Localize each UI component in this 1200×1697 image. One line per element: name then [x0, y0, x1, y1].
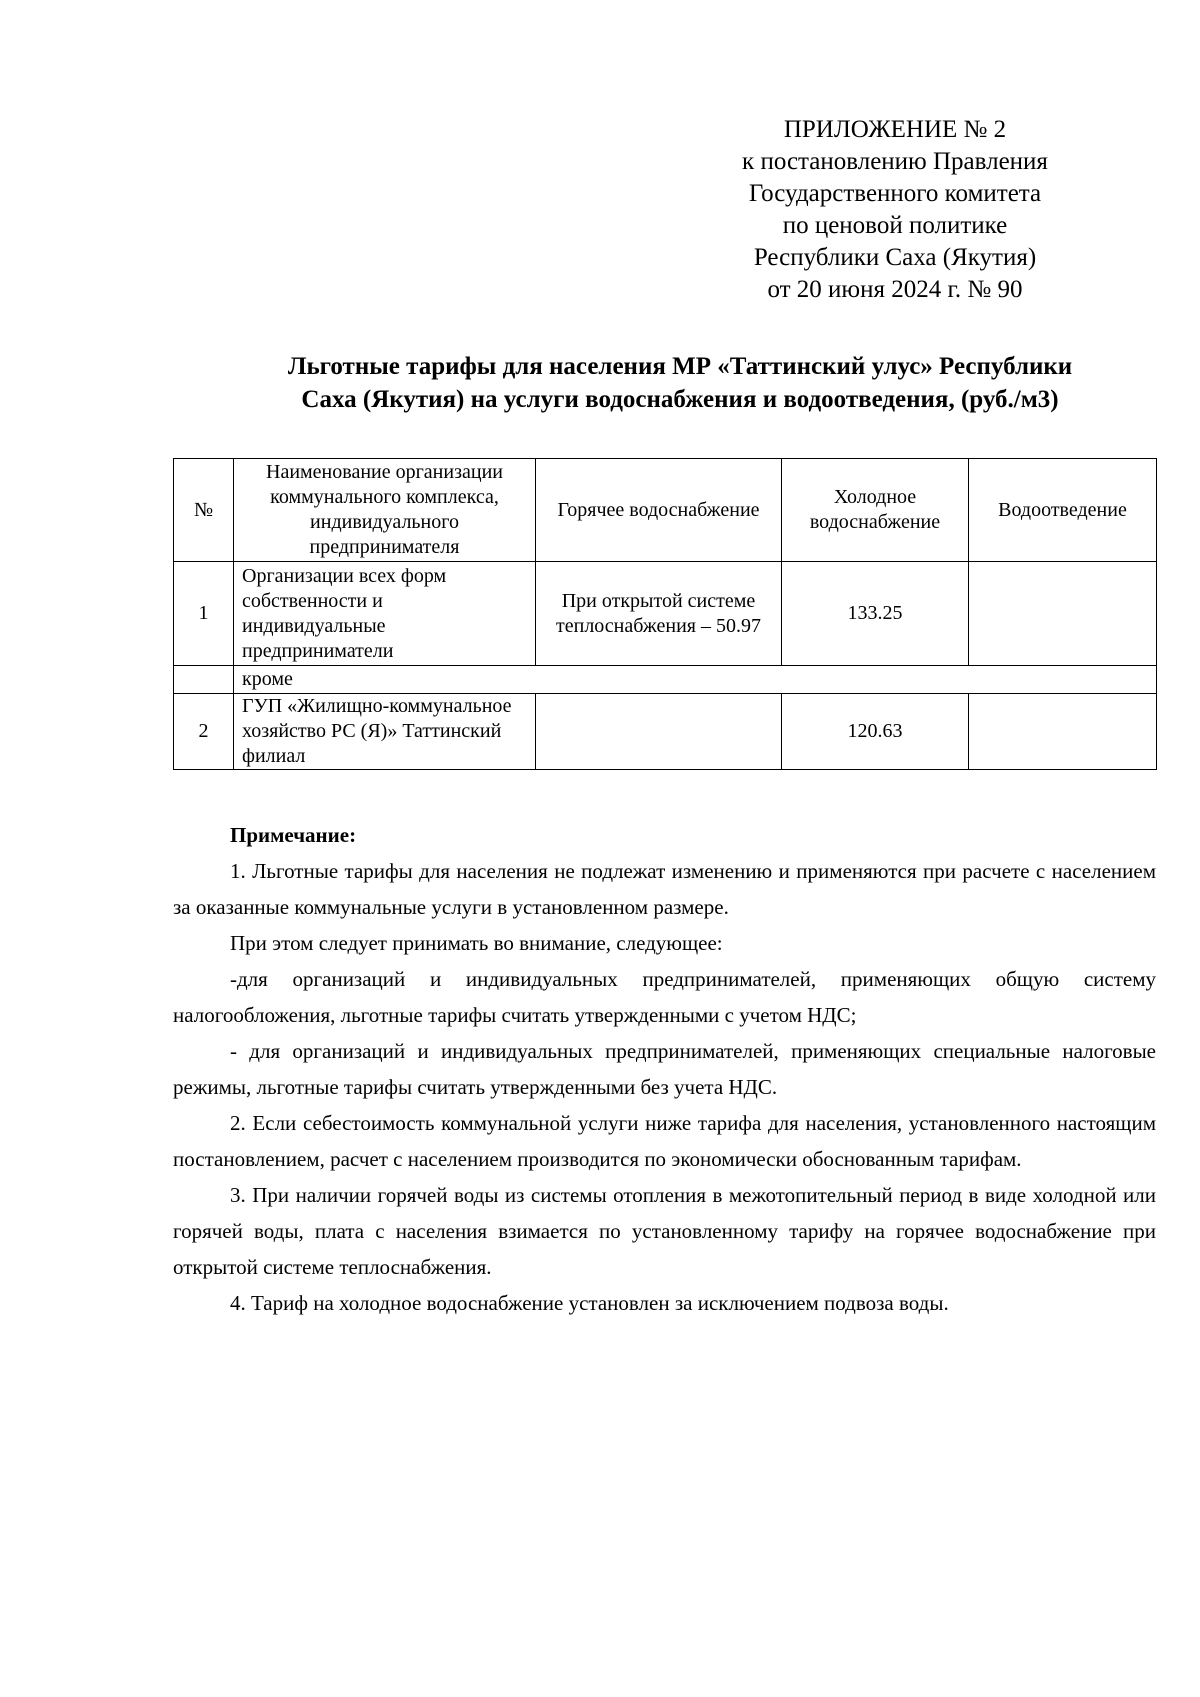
- header-organization: Наименование организации коммунального комплекса, индивидуального предпринимателя: [234, 459, 536, 562]
- note-paragraph-2: При этом следует принимать во внимание, следующее:: [230, 931, 723, 955]
- row-number: 2: [174, 694, 234, 770]
- note-paragraph-1: 1. Льготные тарифы для населения не подлежат изменению и применяются при расчете с населением за оказанные коммунальные услуги в установленном размере.: [173, 859, 1156, 919]
- notes-heading: Примечание:: [230, 823, 357, 847]
- appendix-date: от 20 июня 2024 г. № 90: [767, 276, 1023, 303]
- row-sewerage: [969, 562, 1157, 666]
- note-paragraph-4: - для организаций и индивидуальных предпринимателей, применяющих специальные налоговые режимы, льготные тарифы считать утвержденными без учета НДС.: [173, 1039, 1156, 1099]
- row-organization: Организации всех форм собственности и индивидуальные предприниматели: [234, 562, 536, 666]
- row-cold-water: 133.25: [782, 562, 969, 666]
- document-title-line-2: Саха (Якутия) на услуги водоснабжения и водоотведения, (руб./м3): [301, 386, 1059, 413]
- row-hot-water: [536, 694, 782, 770]
- header-cold-water: Холодное водоснабжение: [782, 459, 969, 562]
- row-hot-water: При открытой системе теплоснабжения – 50.97: [536, 562, 782, 666]
- row-cold-water: 120.63: [782, 694, 969, 770]
- header-number: №: [174, 459, 234, 562]
- table-row: [174, 694, 1157, 770]
- row-sewerage: [969, 694, 1157, 770]
- note-paragraph-5: 2. Если себестоимость коммунальной услуги ниже тарифа для населения, установленного настоящим постановлением, расчет с населением производится по экономически обоснованным тарифам.: [173, 1111, 1156, 1171]
- document-title-line-1: Льготные тарифы для населения МР «Таттинский улус» Республики: [287, 353, 1073, 380]
- row-organization: ГУП «Жилищно-коммунальное хозяйство РС (Я)» Таттинский филиал: [234, 694, 536, 770]
- note-paragraph-6: 3. При наличии горячей воды из системы отопления в межотопительный период в виде холодной или горячей воды, плата с населения взимается по установленному тарифу на горячее водоснабжение при открытой системе теплоснабжения.: [173, 1183, 1156, 1279]
- document-title: [200, 350, 1160, 416]
- appendix-committee: Государственного комитета: [748, 180, 1042, 207]
- appendix-policy: по ценовой политике: [782, 212, 1008, 239]
- notes-section: [173, 817, 1156, 1321]
- appendix-header: [690, 114, 1100, 306]
- appendix-number: ПРИЛОЖЕНИЕ № 2: [783, 116, 1007, 143]
- table-row: [174, 562, 1157, 666]
- row-number: 1: [174, 562, 234, 666]
- note-paragraph-3: -для организаций и индивидуальных предпринимателей, применяющих общую систему налогообложения, льготные тарифы считать утвержденными с учетом НДС;: [173, 967, 1156, 1027]
- table-row-except: [174, 666, 1157, 694]
- header-sewerage: Водоотведение: [969, 459, 1157, 562]
- note-paragraph-7: 4. Тариф на холодное водоснабжение установлен за исключением подвоза воды.: [230, 1291, 949, 1315]
- appendix-republic: Республики Саха (Якутия): [753, 244, 1037, 271]
- appendix-reference: к постановлению Правления: [742, 148, 1048, 175]
- table-header-row: [174, 459, 1157, 562]
- row-except-label: кроме: [234, 666, 1157, 694]
- row-number-empty: [174, 666, 234, 694]
- tariffs-table: [173, 458, 1157, 770]
- header-hot-water: Горячее водоснабжение: [536, 459, 782, 562]
